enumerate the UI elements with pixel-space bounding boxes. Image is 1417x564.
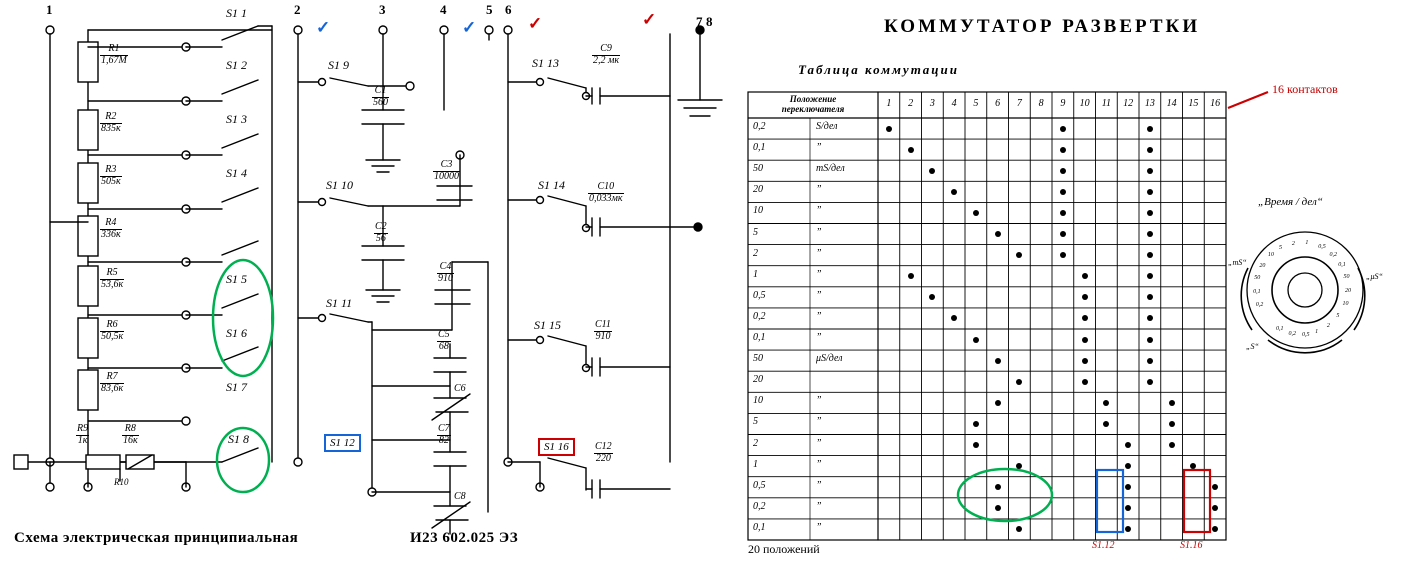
component-r1-value: 1,67М bbox=[101, 54, 127, 66]
knob-tick-11: 50 bbox=[1343, 274, 1350, 281]
table-column-header-13: 13 bbox=[1144, 98, 1155, 109]
table-cell-dot bbox=[995, 358, 1001, 364]
component-r3-ref: R3 bbox=[100, 165, 122, 177]
component-r2 bbox=[100, 112, 122, 134]
knob-tick-7: 1 bbox=[1305, 240, 1309, 247]
knob-tick-2: 50 bbox=[1254, 275, 1261, 282]
component-c11 bbox=[594, 320, 612, 342]
terminal-number-2: 2 bbox=[294, 2, 301, 17]
table-row-value: 1 bbox=[753, 458, 758, 470]
component-r9-value: 1к bbox=[77, 434, 88, 446]
note-20-positions: 20 положений bbox=[748, 542, 820, 556]
table-row-unit: ” bbox=[816, 184, 822, 196]
table-row-value: 2 bbox=[753, 247, 758, 259]
knob-tick-6: 2 bbox=[1291, 240, 1295, 247]
switch-label-s1-8: S1 8 bbox=[228, 432, 249, 446]
knob-tick-3: 20 bbox=[1259, 262, 1266, 269]
component-c11-ref: C11 bbox=[595, 319, 611, 330]
component-r4-ref: R4 bbox=[100, 218, 122, 230]
check-mark-3: ✓ bbox=[528, 14, 543, 33]
switch-label-s1-9: S1 9 bbox=[328, 58, 349, 72]
component-c9 bbox=[592, 44, 620, 66]
table-row-value: 10 bbox=[753, 205, 763, 217]
table-row-value: 5 bbox=[753, 226, 758, 238]
component-c4 bbox=[437, 262, 454, 284]
table-cell-dot bbox=[995, 400, 1001, 406]
table-cell-dot bbox=[995, 231, 1001, 237]
switch-label-s1-12: S1 12 bbox=[324, 434, 361, 452]
component-r8-value: 16к bbox=[123, 434, 138, 446]
table-cell-dot bbox=[1169, 400, 1175, 406]
component-c10 bbox=[588, 182, 624, 204]
knob-tick-13: 10 bbox=[1342, 300, 1349, 307]
table-row-unit: mS/дел bbox=[816, 163, 845, 175]
table-row-unit: ” bbox=[816, 142, 822, 154]
table-row-value: 1 bbox=[753, 268, 758, 280]
table-cell-dot bbox=[973, 337, 979, 343]
component-c4-ref: C4 bbox=[437, 262, 454, 274]
table-cell-dot bbox=[1147, 252, 1153, 258]
component-c12-ref: C12 bbox=[595, 441, 612, 452]
knob-tick-15: 2 bbox=[1326, 322, 1330, 329]
knob-tick-0: 0,2 bbox=[1255, 301, 1264, 308]
knob-label-ms: „mS“ bbox=[1228, 258, 1247, 267]
table-row-unit: ” bbox=[816, 479, 822, 491]
knob-label-s: „S“ bbox=[1246, 342, 1259, 351]
table-cell-dot bbox=[973, 442, 979, 448]
table-row-value: 2 bbox=[753, 437, 758, 449]
table-row-unit: ” bbox=[816, 458, 822, 470]
table-column-header-4: 4 bbox=[951, 98, 957, 109]
terminal-number-5: 5 bbox=[486, 2, 493, 17]
table-cell-dot bbox=[995, 484, 1001, 490]
knob-tick-9: 0,2 bbox=[1329, 251, 1338, 258]
check-mark-4: ✓ bbox=[642, 10, 657, 29]
table-row-value: 5 bbox=[753, 416, 758, 428]
table-cell-dot bbox=[1147, 210, 1153, 216]
knob-tick-8: 0,5 bbox=[1318, 244, 1326, 251]
switch-label-s1-1: S1 1 bbox=[226, 6, 247, 20]
component-c7 bbox=[437, 424, 451, 446]
knob-caption: „Время / дел“ bbox=[1258, 196, 1323, 208]
table-column-header-5: 5 bbox=[973, 98, 979, 109]
table-row-unit: ” bbox=[816, 395, 822, 407]
table-row-value: 0,5 bbox=[753, 289, 766, 301]
component-c12 bbox=[594, 442, 613, 464]
knob-tick-1: 0,1 bbox=[1253, 288, 1261, 295]
table-cell-dot bbox=[1147, 189, 1153, 195]
component-c3-ref: C3 bbox=[433, 160, 460, 172]
table-footer-mark-s1-12: S1.12 bbox=[1092, 540, 1115, 551]
component-r5-ref: R5 bbox=[100, 268, 124, 280]
table-subtitle: Таблица коммутации bbox=[798, 62, 959, 77]
table-cell-dot bbox=[1060, 147, 1066, 153]
table-column-header-3: 3 bbox=[929, 98, 935, 109]
check-mark-1: ✓ bbox=[316, 18, 331, 37]
terminal-number-1: 1 bbox=[46, 2, 53, 17]
component-r7-ref: R7 bbox=[100, 372, 124, 384]
schematic-caption: Схема электрическая принципиальная bbox=[14, 530, 299, 546]
note-16-contacts: 16 контактов bbox=[1272, 82, 1338, 96]
table-cell-dot bbox=[1082, 379, 1088, 385]
component-c12-value: 220 bbox=[595, 452, 611, 464]
component-c1-value: 560 bbox=[373, 96, 388, 108]
terminal-number-6: 6 bbox=[505, 2, 512, 17]
component-c5-value: 68 bbox=[438, 340, 449, 352]
table-row-value: 50 bbox=[753, 163, 763, 175]
table-row-value: 0,5 bbox=[753, 479, 766, 491]
knob-tick-14: 5 bbox=[1336, 312, 1340, 319]
table-cell-dot bbox=[951, 189, 957, 195]
table-header-label: Положение переключателя bbox=[781, 94, 845, 114]
table-cell-dot bbox=[1060, 168, 1066, 174]
table-cell-dot bbox=[973, 210, 979, 216]
switch-label-s1-3: S1 3 bbox=[226, 112, 247, 126]
switch-label-s1-13: S1 13 bbox=[532, 56, 559, 70]
table-column-header-6: 6 bbox=[995, 98, 1001, 109]
component-c7-value: 82 bbox=[438, 434, 449, 446]
table-column-header-2: 2 bbox=[908, 98, 914, 109]
table-column-header-7: 7 bbox=[1016, 98, 1022, 109]
component-c9-ref: C9 bbox=[592, 44, 620, 56]
table-cell-dot bbox=[1060, 231, 1066, 237]
table-cell-dot bbox=[1147, 168, 1153, 174]
schematic-caption-code: И23 602.025 ЭЗ bbox=[410, 530, 519, 546]
table-row-unit: ” bbox=[816, 310, 822, 322]
table-cell-dot bbox=[1147, 379, 1153, 385]
table-row-unit: S/дел bbox=[816, 121, 838, 132]
component-c10-ref: C10 bbox=[588, 182, 624, 194]
component-c11-value: 910 bbox=[595, 330, 611, 342]
terminal-number-8: 8 bbox=[706, 14, 713, 29]
knob-tick-16: 1 bbox=[1315, 329, 1319, 336]
table-cell-dot bbox=[1082, 358, 1088, 364]
table-row-unit: ” bbox=[816, 437, 822, 449]
component-r7 bbox=[100, 372, 124, 394]
table-cell-dot bbox=[1147, 231, 1153, 237]
table-cell-dot bbox=[1060, 252, 1066, 258]
switch-label-s1-7: S1 7 bbox=[226, 380, 247, 394]
switch-label-s1-5: S1 5 bbox=[226, 272, 247, 286]
component-c1 bbox=[372, 86, 389, 108]
component-r1 bbox=[100, 44, 128, 66]
table-column-header-9: 9 bbox=[1060, 98, 1066, 109]
switch-label-s1-4: S1 4 bbox=[226, 166, 247, 180]
component-r4 bbox=[100, 218, 122, 240]
table-cell-dot bbox=[1060, 210, 1066, 216]
terminal-number-3: 3 bbox=[379, 2, 386, 17]
knob-tick-17: 0,5 bbox=[1301, 331, 1310, 338]
table-row-unit: μS/дел bbox=[816, 353, 843, 365]
table-column-header-1: 1 bbox=[886, 98, 892, 109]
table-row-value: 0,1 bbox=[753, 521, 766, 533]
component-c3 bbox=[433, 160, 460, 182]
component-r10-ref: R10 bbox=[114, 477, 129, 487]
component-c6-ref: C6 bbox=[454, 383, 466, 394]
table-column-header-14: 14 bbox=[1166, 98, 1177, 109]
component-c9-value: 2,2 мк bbox=[593, 54, 620, 66]
table-column-header-11: 11 bbox=[1101, 98, 1111, 109]
component-c5 bbox=[437, 330, 451, 352]
switch-label-s1-14: S1 14 bbox=[538, 178, 565, 192]
switch-label-s1-11: S1 11 bbox=[326, 296, 353, 310]
component-c3-value: 10000 bbox=[434, 170, 459, 182]
table-cell-dot bbox=[1082, 294, 1088, 300]
table-cell-dot bbox=[1147, 358, 1153, 364]
knob-tick-12: 20 bbox=[1344, 287, 1351, 294]
table-cell-dot bbox=[1060, 126, 1066, 132]
component-c8-ref: C8 bbox=[454, 491, 466, 502]
table-row-value: 50 bbox=[753, 353, 763, 365]
switch-label-s1-16: S1 16 bbox=[538, 438, 575, 456]
component-c10-value: 0,033мк bbox=[589, 192, 623, 204]
switch-label-s1-10: S1 10 bbox=[326, 178, 353, 192]
table-cell-dot bbox=[886, 126, 892, 132]
table-row-unit: ” bbox=[816, 268, 822, 280]
table-cell-dot bbox=[995, 505, 1001, 511]
switch-label-s1-6: S1 6 bbox=[226, 326, 247, 340]
component-c1-ref: C1 bbox=[372, 86, 389, 98]
knob-tick-18: 0,2 bbox=[1288, 330, 1297, 337]
component-r6 bbox=[100, 320, 124, 342]
component-r8-ref: R8 bbox=[122, 424, 139, 436]
component-r6-ref: R6 bbox=[100, 320, 124, 332]
table-row-unit: ” bbox=[816, 332, 822, 343]
component-r8 bbox=[122, 424, 139, 446]
table-cell-dot bbox=[1147, 147, 1153, 153]
component-r2-ref: R2 bbox=[100, 112, 122, 124]
table-row-value: 0,1 bbox=[753, 332, 766, 343]
component-c7-ref: C7 bbox=[438, 423, 450, 434]
component-r5 bbox=[100, 268, 124, 290]
terminal-number-4: 4 bbox=[440, 2, 447, 17]
table-cell-dot bbox=[1169, 442, 1175, 448]
page-title: КОММУТАТОР РАЗВЕРТКИ bbox=[884, 16, 1201, 37]
component-c2 bbox=[374, 222, 388, 244]
knob-tick-4: 10 bbox=[1267, 252, 1274, 259]
component-r2-value: 835к bbox=[101, 122, 121, 134]
component-r3-value: 505к bbox=[101, 175, 121, 187]
table-row-value: 0,2 bbox=[753, 121, 766, 132]
component-r6-value: 50,5к bbox=[101, 330, 124, 342]
component-r5-value: 53,6к bbox=[101, 278, 124, 290]
table-row-unit: ” bbox=[816, 521, 822, 533]
table-cell-dot bbox=[908, 273, 914, 279]
table-cell-dot bbox=[1060, 189, 1066, 195]
table-cell-dot bbox=[908, 147, 914, 153]
switch-label-s1-2: S1 2 bbox=[226, 58, 247, 72]
table-column-header-15: 15 bbox=[1188, 98, 1199, 109]
knob-tick-10: 0,1 bbox=[1338, 261, 1346, 268]
table-row-value: 0,2 bbox=[753, 500, 766, 512]
check-mark-2: ✓ bbox=[462, 18, 477, 37]
table-column-header-16: 16 bbox=[1210, 98, 1221, 109]
table-row-value: 0,2 bbox=[753, 310, 766, 322]
component-r4-value: 336к bbox=[101, 228, 121, 240]
table-cell-dot bbox=[1082, 337, 1088, 343]
table-row-value: 20 bbox=[753, 184, 763, 196]
table-cell-dot bbox=[1147, 337, 1153, 343]
component-r3 bbox=[100, 165, 122, 187]
table-column-header-8: 8 bbox=[1038, 98, 1044, 109]
table-cell-dot bbox=[973, 421, 979, 427]
component-c2-ref: C2 bbox=[375, 221, 387, 232]
table-cell-dot bbox=[1082, 273, 1088, 279]
table-row-unit: ” bbox=[816, 226, 822, 238]
knob-tick-19: 0,1 bbox=[1276, 325, 1284, 332]
table-column-header-12: 12 bbox=[1123, 98, 1134, 109]
table-row-value: 0,1 bbox=[753, 142, 766, 154]
table-row-unit: ” bbox=[816, 247, 822, 259]
component-c2-value: 56 bbox=[375, 232, 386, 244]
component-r9 bbox=[76, 424, 89, 446]
table-column-header-10: 10 bbox=[1079, 98, 1090, 109]
table-footer-mark-s1-16: S1.16 bbox=[1180, 540, 1203, 551]
table-cell-dot bbox=[1169, 421, 1175, 427]
table-row-value: 20 bbox=[753, 374, 763, 386]
table-row-value: 10 bbox=[753, 395, 763, 407]
table-row-unit: ” bbox=[816, 500, 822, 512]
component-r1-ref: R1 bbox=[100, 44, 128, 56]
knob-tick-5: 5 bbox=[1278, 244, 1282, 251]
table-row-unit: ” bbox=[816, 205, 822, 217]
table-cell-dot bbox=[1147, 126, 1153, 132]
terminal-number-7: 7 bbox=[696, 14, 703, 29]
table-row-unit: ” bbox=[816, 416, 822, 428]
knob-label-us: „μS“ bbox=[1366, 272, 1383, 281]
component-c5-ref: C5 bbox=[438, 329, 450, 340]
switch-label-s1-15: S1 15 bbox=[534, 318, 561, 332]
component-c4-value: 910 bbox=[438, 272, 453, 284]
component-r9-ref: R9 bbox=[77, 423, 89, 434]
component-r7-value: 83,6к bbox=[101, 382, 124, 394]
table-row-unit: ” bbox=[816, 289, 822, 301]
